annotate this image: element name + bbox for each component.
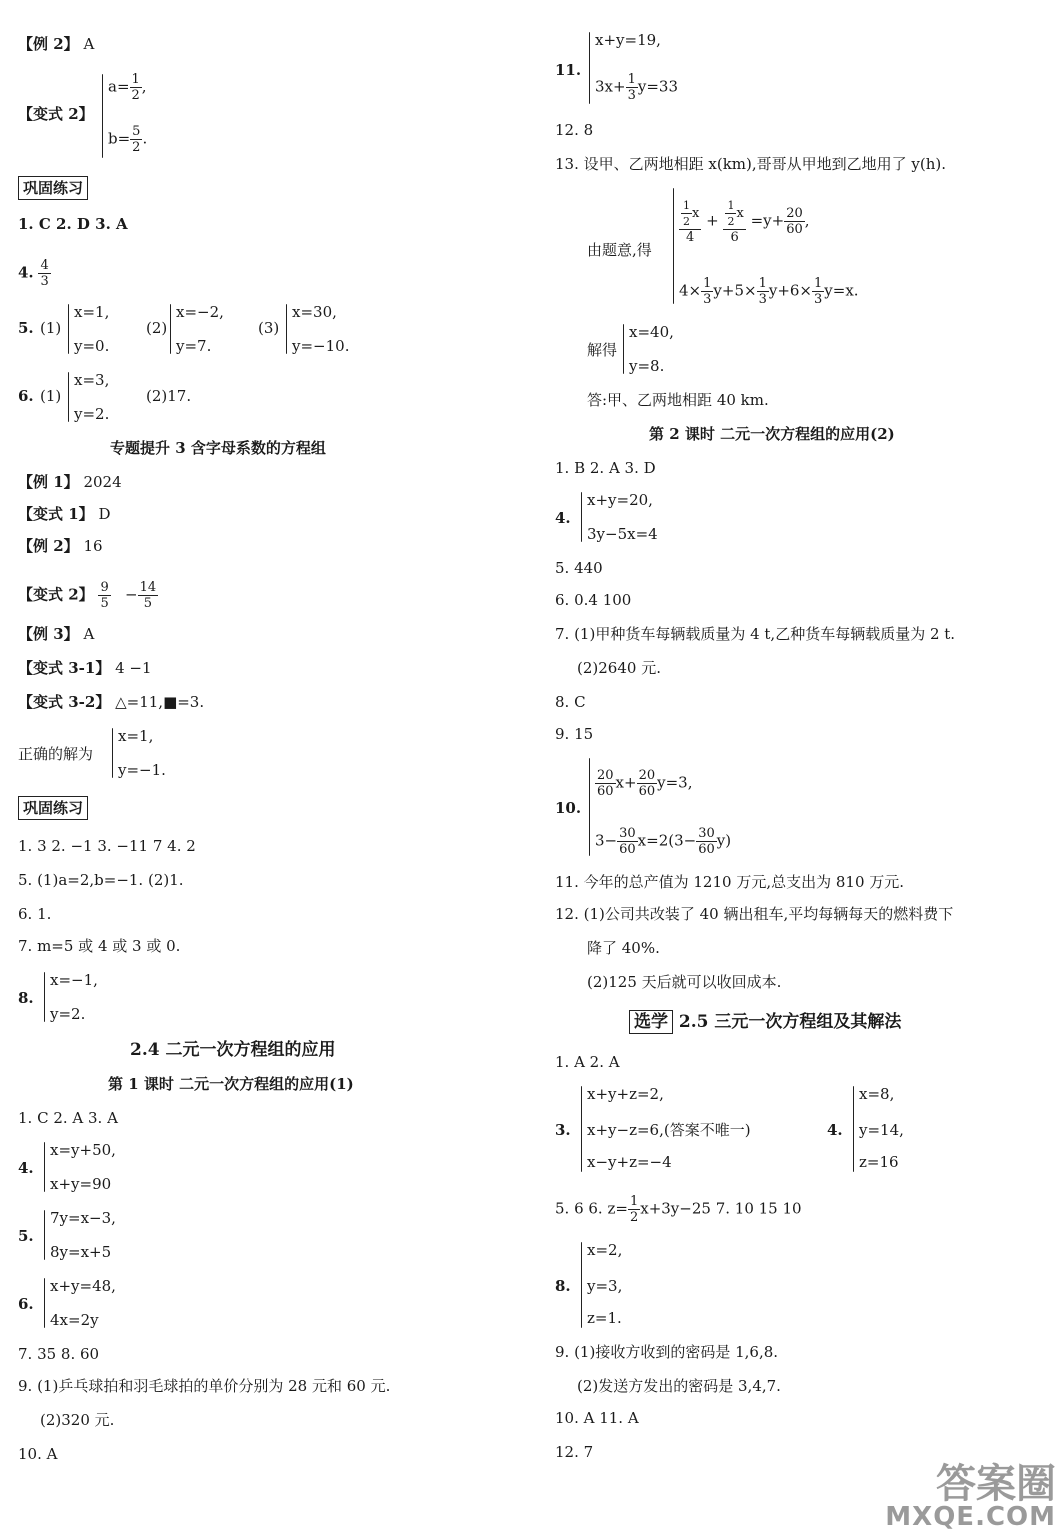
lesson-1-answer-9-part1: 9. (1)乒乓球拍和羽毛球拍的单价分别为 28 元和 60 元.: [18, 1377, 391, 1395]
lesson-1-answer-9-part2: (2)320 元.: [40, 1411, 115, 1429]
brace: [44, 1142, 45, 1192]
answer-5-y1: y=0.: [74, 337, 110, 355]
correct-x: x=1,: [118, 727, 154, 745]
lesson-2-answer-4-eq2: 3y−5x=4: [587, 525, 658, 543]
lesson-1-answer-6-eq1: x+y=48,: [50, 1277, 116, 1295]
section-2-5-answer-9-part2: (2)发送方发出的密码是 3,4,7.: [577, 1377, 781, 1395]
lesson-2-answer-4-num: 4.: [555, 509, 571, 527]
lesson-1-answer-6-eq2: 4x=2y: [50, 1311, 99, 1329]
section-2-5-answer-3-eq3: x−y+z=−4: [587, 1153, 672, 1171]
variant-2-eq2: b= $\frac{5}{2}$ .: [108, 124, 148, 155]
lesson-1-answer-5-eq1: 7y=x−3,: [50, 1209, 116, 1227]
topic-variant-3-1: 【变式 3-1】 4 −1: [18, 659, 152, 677]
lesson-1-answers-1-3: 1. C 2. A 3. A: [18, 1109, 118, 1127]
section-2-5-answers-1-2: 1. A 2. A: [555, 1053, 620, 1071]
lesson-2-answer-10-eq1: $\frac{20}{60}$ x+ $\frac{20}{60}$ y=3,: [597, 768, 693, 799]
topic-example-1: 【例 1】 2024: [18, 473, 122, 491]
brace: [44, 1278, 45, 1328]
brace: [102, 74, 103, 158]
answer-13-solution-label: 解得: [587, 341, 618, 359]
lesson-1-answer-4-num: 4.: [18, 1159, 34, 1177]
brace: [589, 32, 590, 104]
section-2-5-answer-4-x: x=8,: [859, 1085, 895, 1103]
consolidation-answer-8-num: 8.: [18, 989, 34, 1007]
answer-12: 12. 8: [555, 121, 594, 139]
brace: [44, 972, 45, 1022]
brace: [673, 188, 674, 304]
lesson-2-answer-12-part3: (2)125 天后就可以收回成本.: [587, 973, 782, 991]
section-2-5-answer-9-part1: 9. (1)接收方收到的密码是 1,6,8.: [555, 1343, 779, 1361]
lesson-2-answers-1-3: 1. B 2. A 3. D: [555, 459, 656, 477]
section-2-5-answers-10-11: 10. A 11. A: [555, 1409, 639, 1427]
lesson-2-answer-5: 5. 440: [555, 559, 603, 577]
brace: [623, 324, 624, 374]
lesson-2-answer-11: 11. 今年的总产值为 1210 万元,总支出为 810 万元.: [555, 873, 905, 891]
lesson-1-answer-6-num: 6.: [18, 1295, 34, 1313]
answer-13-solution-y: y=8.: [629, 357, 665, 375]
topic-example-2: 【例 2】 16: [18, 537, 103, 555]
answer-11-eq1: x+y=19,: [595, 31, 661, 49]
section-2-5-answers-5-7: 5. 6 6. z= $\frac{1}{2}$ x+3y−25 7. 10 15 10: [555, 1194, 802, 1225]
lesson-1-title: 第 1 课时 二元一次方程组的应用(1): [108, 1075, 354, 1093]
lesson-1-answer-4-eq1: x=y+50,: [50, 1141, 116, 1159]
answer-5-x3: x=30,: [292, 303, 337, 321]
section-2-5-answer-8-x: x=2,: [587, 1241, 623, 1259]
brace: [170, 304, 171, 354]
answer-13-eq2: 4× $\frac{1}{3}$ y+5× $\frac{1}{3}$ y+6× $\frac{1}{3}$ y=x.: [679, 276, 859, 307]
section-2-5-answer-4-z: z=16: [859, 1153, 899, 1171]
brace: [581, 1242, 582, 1328]
answer-13-setup: 13. 设甲、乙两地相距 x(km),哥哥从甲地到乙地用了 y(h).: [555, 155, 947, 173]
consolidation-answer-6: 6. 1.: [18, 905, 52, 923]
lesson-1-answers-7-8: 7. 35 8. 60: [18, 1345, 100, 1363]
answer-5-y3: y=−10.: [292, 337, 350, 355]
topic-variant-1: 【变式 1】 D: [18, 505, 111, 523]
brace: [68, 372, 69, 422]
brace: [112, 728, 113, 778]
brace: [581, 492, 582, 542]
answer-6-x: x=3,: [74, 371, 110, 389]
section-2-5-answer-3-eq2: x+y−z=6,(答案不唯一): [587, 1121, 751, 1139]
topic-example-3: 【例 3】 A: [18, 625, 95, 643]
brace: [853, 1086, 854, 1172]
section-2-5-answer-8-y: y=3,: [587, 1277, 623, 1295]
answer-5-part2: (2): [146, 319, 168, 337]
lesson-1-answer-5-num: 5.: [18, 1227, 34, 1245]
answer-13-solution-x: x=40,: [629, 323, 674, 341]
consolidation-heading-2: 巩固练习: [18, 796, 88, 820]
lesson-2-answer-7-part1: 7. (1)甲种货车每辆载质量为 4 t,乙种货车每辆载质量为 2 t.: [555, 625, 956, 643]
section-2-5-answer-8-num: 8.: [555, 1277, 571, 1295]
lesson-2-answer-12-part1: 12. (1)公司共改装了 40 辆出租车,平均每辆每天的燃料费下: [555, 905, 954, 923]
answer-11-num: 11.: [555, 61, 582, 79]
consolidation-answers-1-4: 1. 3 2. −1 3. −11 7 4. 2: [18, 837, 196, 855]
example-2: 【例 2】 A: [18, 35, 95, 53]
section-2-5-answer-4-num: 4.: [827, 1121, 843, 1139]
lesson-2-title: 第 2 课时 二元一次方程组的应用(2): [649, 425, 895, 443]
brace: [581, 1086, 582, 1172]
topic-variant-3-2: 【变式 3-2】 △=11,■=3.: [18, 693, 205, 711]
answer-5-num: 5.: [18, 319, 34, 337]
answer-6-num: 6.: [18, 387, 34, 405]
brace: [68, 304, 69, 354]
answer-8-y: y=2.: [50, 1005, 86, 1023]
lesson-1-answer-10: 10. A: [18, 1445, 58, 1463]
lesson-2-answer-9: 9. 15: [555, 725, 594, 743]
section-2-5-answer-12: 12. 7: [555, 1443, 594, 1461]
correct-solution-label: 正确的解为: [18, 745, 94, 763]
answer-4: 4. $\frac{4}{3}$: [18, 258, 49, 289]
lesson-2-answer-4-eq1: x+y=20,: [587, 491, 653, 509]
answers-1-3: 1. C 2. D 3. A: [18, 215, 128, 233]
answer-13-system-label: 由题意,得: [587, 241, 652, 259]
brace: [286, 304, 287, 354]
consolidation-heading: 巩固练习: [18, 176, 88, 200]
answer-5-y2: y=7.: [176, 337, 212, 355]
lesson-2-answer-10-num: 10.: [555, 799, 582, 817]
section-2-5-title: 选学 2.5 三元一次方程组及其解法: [629, 1010, 901, 1034]
answer-6-y: y=2.: [74, 405, 110, 423]
answer-8-x: x=−1,: [50, 971, 98, 989]
variant-2-label: 【变式 2】: [18, 105, 94, 123]
answer-5-x1: x=1,: [74, 303, 110, 321]
brace: [44, 1210, 45, 1260]
section-2-5-answer-4-y: y=14,: [859, 1121, 904, 1139]
answer-6-part2: (2)17.: [146, 387, 192, 405]
answer-13-conclusion: 答:甲、乙两地相距 40 km.: [587, 391, 769, 409]
watermark-logo: 答案圈 MXQE.COM: [885, 1461, 1056, 1532]
lesson-1-answer-5-eq2: 8y=x+5: [50, 1243, 112, 1261]
section-2-5-answer-3-num: 3.: [555, 1121, 571, 1139]
section-2-4-title: 2.4 二元一次方程组的应用: [130, 1040, 336, 1060]
answer-11-eq2: 3x+ $\frac{1}{3}$ y=33: [595, 72, 678, 103]
lesson-2-answer-8: 8. C: [555, 693, 586, 711]
answer-5-x2: x=−2,: [176, 303, 224, 321]
topic-3-title: 专题提升 3 含字母系数的方程组: [110, 439, 326, 457]
variant-2-eq1: a= $\frac{1}{2}$ ,: [108, 72, 147, 103]
consolidation-answer-5: 5. (1)a=2,b=−1. (2)1.: [18, 871, 184, 889]
answer-5-part1: (1): [40, 319, 62, 337]
answer-13-eq1: $\frac{1}{2}$ x 4 + $\frac{1}{2}$ x 6 =y+ $\frac{20}{60}$ ,: [679, 198, 810, 245]
lesson-2-answer-12-part2: 降了 40%.: [587, 939, 660, 957]
consolidation-answer-7: 7. m=5 或 4 或 3 或 0.: [18, 937, 181, 955]
brace: [589, 758, 590, 856]
lesson-2-answer-10-eq2: 3− $\frac{30}{60}$ x=2(3− $\frac{30}{60}$ y): [595, 826, 732, 857]
lesson-2-answer-7-part2: (2)2640 元.: [577, 659, 661, 677]
answer-6-part1: (1): [40, 387, 62, 405]
lesson-2-answer-6: 6. 0.4 100: [555, 591, 632, 609]
section-2-5-answer-8-z: z=1.: [587, 1309, 622, 1327]
answer-5-part3: (3): [258, 319, 280, 337]
lesson-1-answer-4-eq2: x+y=90: [50, 1175, 112, 1193]
topic-variant-2: 【变式 2】 $\frac{9}{5}$ − $\frac{14}{5}$: [18, 580, 157, 611]
section-2-5-answer-3-eq1: x+y+z=2,: [587, 1085, 664, 1103]
correct-y: y=−1.: [118, 761, 166, 779]
